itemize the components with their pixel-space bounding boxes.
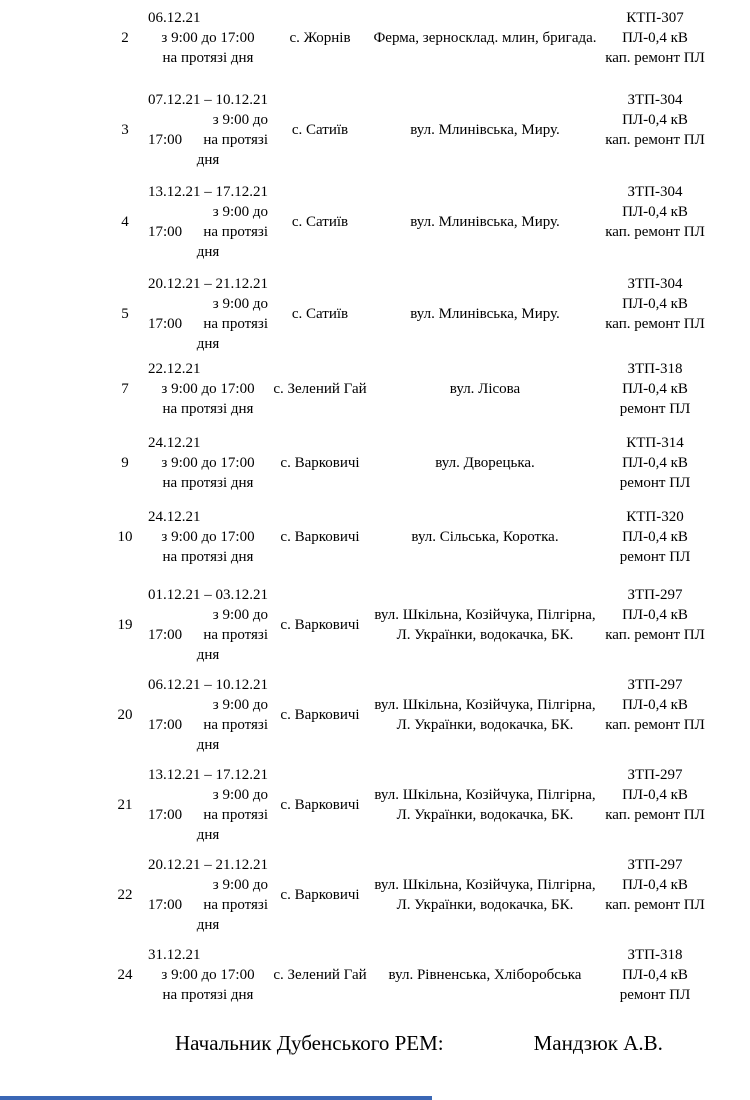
table-row xyxy=(105,432,750,494)
row-village: с. Сатиїв xyxy=(291,122,349,138)
row-station-work: КТП-307 ПЛ-0,4 кВ кап. ремонт ПЛ xyxy=(605,10,705,66)
row-date-schedule: 20.12.21 – 21.12.21 з 9:00 до 17:00 на протязі дня xyxy=(148,276,268,352)
row-station-work: ЗТП-304 ПЛ-0,4 кВ кап. ремонт ПЛ xyxy=(605,276,705,332)
signature-title: Начальник Дубенського РЕМ: xyxy=(175,1031,444,1055)
signature-name: Мандзюк А.В. xyxy=(533,1031,663,1055)
table-row xyxy=(105,584,750,666)
table-row xyxy=(105,181,750,263)
row-village: с. Сатиїв xyxy=(291,306,349,322)
row-date-schedule: 01.12.21 – 03.12.21 з 9:00 до 17:00 на протязі дня xyxy=(148,587,268,663)
row-location-streets: вул. Шкільна, Козійчука, Пілгірна, Л. Українки, водокачка, БК. xyxy=(374,697,596,733)
row-station-work: ЗТП-304 ПЛ-0,4 кВ кап. ремонт ПЛ xyxy=(605,92,705,148)
row-village: с. Варковичі xyxy=(280,707,360,723)
row-station-work: ЗТП-297 ПЛ-0,4 кВ кап. ремонт ПЛ xyxy=(605,767,705,823)
row-number: 2 xyxy=(121,30,129,46)
row-location-streets: вул. Шкільна, Козійчука, Пілгірна, Л. Українки, водокачка, БК. xyxy=(374,607,596,643)
row-station-work: КТП-320 ПЛ-0,4 кВ ремонт ПЛ xyxy=(619,509,691,565)
row-location-streets: вул. Лісова xyxy=(449,381,521,397)
row-number: 24 xyxy=(117,967,133,983)
row-station-work: ЗТП-297 ПЛ-0,4 кВ кап. ремонт ПЛ xyxy=(605,857,705,913)
row-station-work: ЗТП-297 ПЛ-0,4 кВ кап. ремонт ПЛ xyxy=(605,587,705,643)
row-village: с. Жорнів xyxy=(289,30,351,46)
row-location-streets: вул. Рівненська, Хліборобська xyxy=(388,967,582,983)
row-number: 4 xyxy=(121,214,129,230)
row-station-work: ЗТП-297 ПЛ-0,4 кВ кап. ремонт ПЛ xyxy=(605,677,705,733)
row-location-streets: вул. Млинівська, Миру. xyxy=(410,122,560,138)
table-row xyxy=(105,944,750,1006)
row-date-schedule: 20.12.21 – 21.12.21 з 9:00 до 17:00 на протязі дня xyxy=(148,857,268,933)
row-date-schedule: 13.12.21 – 17.12.21 з 9:00 до 17:00 на протязі дня xyxy=(148,767,268,843)
row-number: 10 xyxy=(117,529,133,545)
row-date-schedule: 24.12.21 з 9:00 до 17:00 на протязі дня xyxy=(148,435,255,491)
row-number: 20 xyxy=(117,707,133,723)
row-number: 22 xyxy=(117,887,133,903)
table-row xyxy=(105,674,750,756)
row-location-streets: Ферма, зерносклад. млин, бригада. xyxy=(373,30,597,46)
row-number: 9 xyxy=(121,455,129,471)
table-row xyxy=(105,273,750,355)
row-number: 21 xyxy=(117,797,133,813)
row-village: с. Сатиїв xyxy=(291,214,349,230)
row-village: с. Варковичі xyxy=(280,797,360,813)
row-station-work: КТП-314 ПЛ-0,4 кВ ремонт ПЛ xyxy=(619,435,691,491)
row-location-streets: вул. Млинівська, Миру. xyxy=(410,306,560,322)
table-row xyxy=(105,764,750,846)
row-station-work: ЗТП-318 ПЛ-0,4 кВ ремонт ПЛ xyxy=(619,947,691,1003)
row-location-streets: вул. Сільська, Коротка. xyxy=(411,529,559,545)
row-village: с. Зелений Гай xyxy=(273,381,367,397)
table-row xyxy=(105,358,750,420)
row-number: 3 xyxy=(121,122,129,138)
row-village: с. Варковичі xyxy=(280,887,360,903)
table-row xyxy=(105,7,750,69)
row-number: 7 xyxy=(121,381,129,397)
row-location-streets: вул. Млинівська, Миру. xyxy=(410,214,560,230)
bottom-accent-bar xyxy=(0,1096,432,1100)
row-date-schedule: 22.12.21 з 9:00 до 17:00 на протязі дня xyxy=(148,361,255,417)
row-date-schedule: 24.12.21 з 9:00 до 17:00 на протязі дня xyxy=(148,509,255,565)
row-village: с. Варковичі xyxy=(280,455,360,471)
row-date-schedule: 07.12.21 – 10.12.21 з 9:00 до 17:00 на протязі дня xyxy=(148,92,268,168)
row-location-streets: вул. Дворецька. xyxy=(435,455,535,471)
table-row xyxy=(105,506,750,568)
row-number: 5 xyxy=(121,306,129,322)
row-date-schedule: 06.12.21 – 10.12.21 з 9:00 до 17:00 на протязі дня xyxy=(148,677,268,753)
row-village: с. Зелений Гай xyxy=(273,967,367,983)
row-location-streets: вул. Шкільна, Козійчука, Пілгірна, Л. Українки, водокачка, БК. xyxy=(374,787,596,823)
table-row xyxy=(105,89,750,171)
row-date-schedule: 31.12.21 з 9:00 до 17:00 на протязі дня xyxy=(148,947,255,1003)
row-station-work: ЗТП-304 ПЛ-0,4 кВ кап. ремонт ПЛ xyxy=(605,184,705,240)
row-station-work: ЗТП-318 ПЛ-0,4 кВ ремонт ПЛ xyxy=(619,361,691,417)
row-village: с. Варковичі xyxy=(280,529,360,545)
row-number: 19 xyxy=(117,617,133,633)
row-date-schedule: 13.12.21 – 17.12.21 з 9:00 до 17:00 на протязі дня xyxy=(148,184,268,260)
row-village: с. Варковичі xyxy=(280,617,360,633)
table-row xyxy=(105,854,750,936)
row-location-streets: вул. Шкільна, Козійчука, Пілгірна, Л. Українки, водокачка, БК. xyxy=(374,877,596,913)
row-date-schedule: 06.12.21 з 9:00 до 17:00 на протязі дня xyxy=(148,10,255,66)
signature-line xyxy=(0,1030,750,1056)
